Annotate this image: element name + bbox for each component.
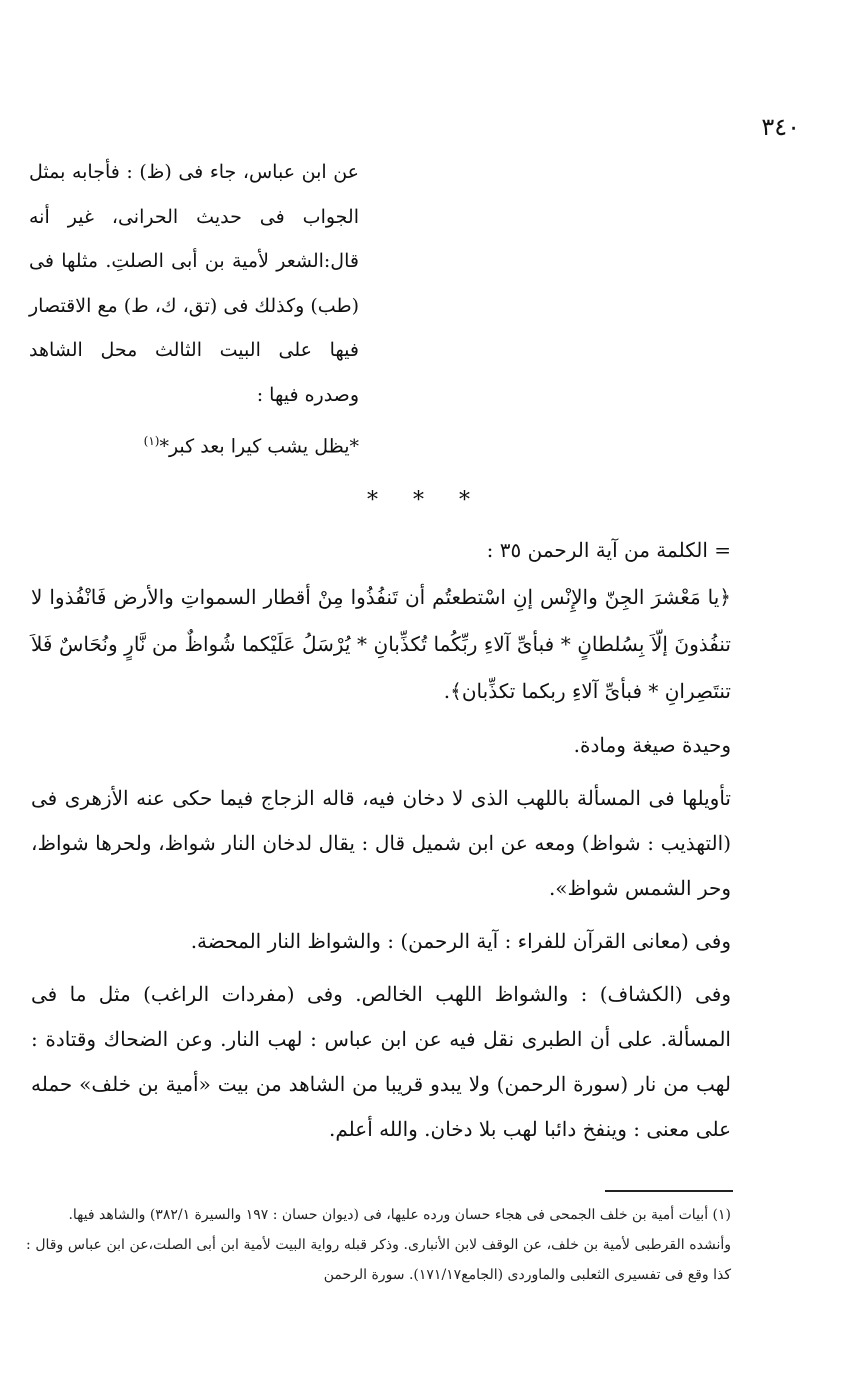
paragraph: وفى (الكشاف) : والشواظ اللهب الخالص. وفى (مفردات الراغب) مثل ما فى المسألة. على أن الطبرى نقل فيه عن ابن عباس : لهب النار. وعن الضحاك وقتادة : لهب من نار (سورة الرحمن) ولا يبدو قريبا من الشاهد من بيت «أمية بن خلف» حمله على معنى : وينفخ دائبا لهب بلا دخان. والله أعلم. <box>31 982 731 1141</box>
section-heading: = الكلمة من آية الرحمن ٣٥ : <box>486 538 731 562</box>
footnote-marker: (١) <box>143 434 160 448</box>
verse-text: *يظل يشب كيرا بعد كبر* <box>159 435 359 458</box>
footnote-divider <box>605 1190 733 1192</box>
footnotes <box>26 1200 731 1290</box>
verse-line <box>29 419 359 469</box>
narrow-column-text: عن ابن عباس، جاء فى (ظ) : فأجابه بمثل الجواب فى حديث الحرانى، غير أنه قال:الشعر لأمية بن أبى الصلتِ. مثلها فى (طب) وكذلك فى (تق، ك، ط) مع الاقتصار فيها على البيت الثالث محل الشاهد وصدره فيها : <box>29 161 359 406</box>
section-separator: * * * <box>367 488 484 513</box>
footnote: وأنشده القرطبى لأمية بن خلف، عن الوقف لابن الأنبارى. وذكر قبله رواية البيت لأمية ابن أبى الصلت،عن ابن عباس وقال : كذا وقع فى تفسيرى الثعلبى والماوردى (الجامع١٧١/١٧). سورة الرحمن <box>26 1237 731 1283</box>
narrow-column <box>29 150 359 469</box>
footnote: (١) أبيات أمية بن خلف الجمحى فى هجاء حسان ورده عليها، فى (ديوان حسان : ١٩٧ والسيرة ٣٨٢/١) والشاهد فيها. <box>68 1207 731 1223</box>
main-text <box>31 528 731 1152</box>
paragraph: وحيدة صيغة ومادة. <box>573 733 731 757</box>
page-number: ٣٤٠ <box>761 113 800 141</box>
paragraph: تأويلها فى المسألة باللهب الذى لا دخان فيه، قاله الزجاج فيما حكى عنه الأزهرى فى (التهذيب : شواظ) ومعه عن ابن شميل قال : يقال لدخان النار شواظ، ولحرها شواظ، وحر الشمس شواظ». <box>31 786 731 900</box>
quran-passage: ﴿يا مَعْشرَ الجِنّ والإِنْس إنِ اسْتطعتُم أن تَنفُذُوا مِنْ أقطار السمواتِ والأرض فَانْفُذوا لا تنفُذونَ إلّاَ بِسُلطانٍ * فبأىِّ آلاءِ ربِّكُما تُكذِّبانِ * يُرْسَلُ عَلَيْكما شُواظٌ من نَّارٍ ونُحَاسٌ فَلاَ تنتَصِرانِ * فبأىِّ آلاءِ ربكما تكذِّبان﴾. <box>31 585 731 703</box>
paragraph: وفى (معانى القرآن للفراء : آية الرحمن) : والشواظ النار المحضة. <box>190 929 731 953</box>
